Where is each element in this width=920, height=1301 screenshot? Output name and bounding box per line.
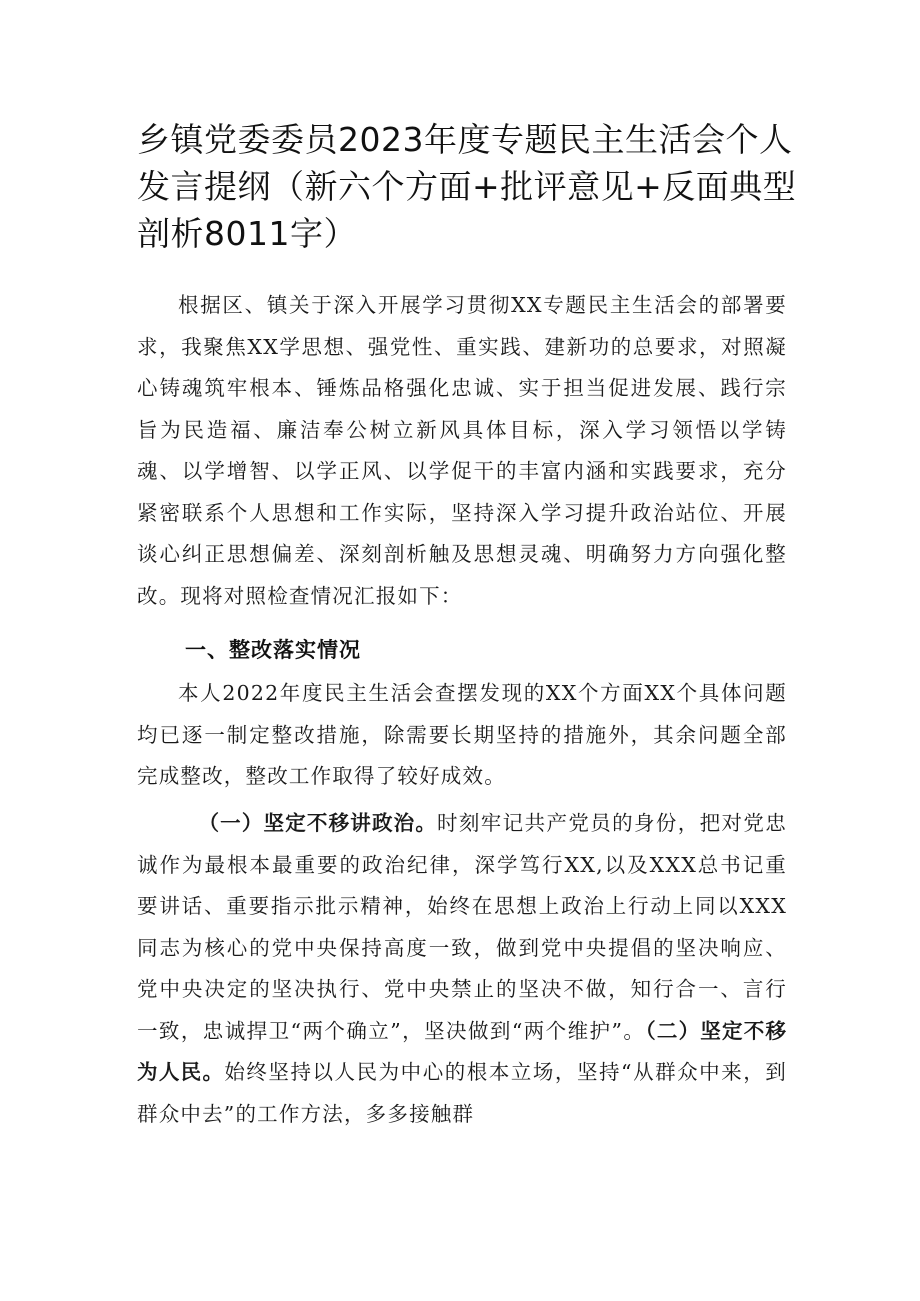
item-1-text: 时刻牢记共产党员的身份，把对党忠诚作为最根本最重要的政治纪律，深学笃行XX,以及XXX总书记重要讲话、重要指示批示精神，始终在思想上政治上行动上同以XXX同志为核心的党中央保持高度一致，做到党中央提倡的坚决响应、党中央决定的坚决执行、党中央禁止的坚决不做，知行合一、言行一致，忠诚捍卫“两个确立”，坚决做到“两个维护”。 [137, 811, 787, 1043]
section-summary-paragraph: 本人2022年度民主生活会查摆发现的XX个方面XX个具体问题均已逐一制定整改措施，除需要长期坚持的措施外，其余问题全部完成整改，整改工作取得了较好成效。 [137, 681, 787, 788]
section-items-paragraph [137, 803, 787, 1135]
item-2-label: （二）坚定不移为人民。 [137, 1018, 788, 1084]
item-2-text: 始终坚持以人民为中心的根本立场，坚持“从群众中来，到群众中去”的工作方法，多多接触群 [137, 1060, 787, 1126]
section-heading: 一、整改落实情况 [185, 638, 361, 662]
intro-paragraph: 根据区、镇关于深入开展学习贯彻XX专题民主生活会的部署要求，我聚焦XX学思想、强党性、重实践、建新功的总要求，对照凝心铸魂筑牢根本、锤炼品格强化忠诚、实于担当促进发展、践行宗旨为民造福、廉洁奉公树立新风具体目标，深入学习领悟以学铸魂、以学增智、以学正风、以学促干的丰富内涵和实践要求，充分紧密联系个人思想和工作实际，坚持深入学习提升政治站位、开展谈心纠正思想偏差、深刻剖析触及思想灵魂、明确努力方向强化整改。现将对照检查情况汇报如下： [137, 293, 787, 608]
item-1-label: （一）坚定不移讲政治。 [198, 811, 438, 835]
document-title: 乡镇党委委员2023年度专题民主生活会个人发言提纲（新六个方面+批评意见+反面典型剖析8011字） [137, 120, 797, 253]
